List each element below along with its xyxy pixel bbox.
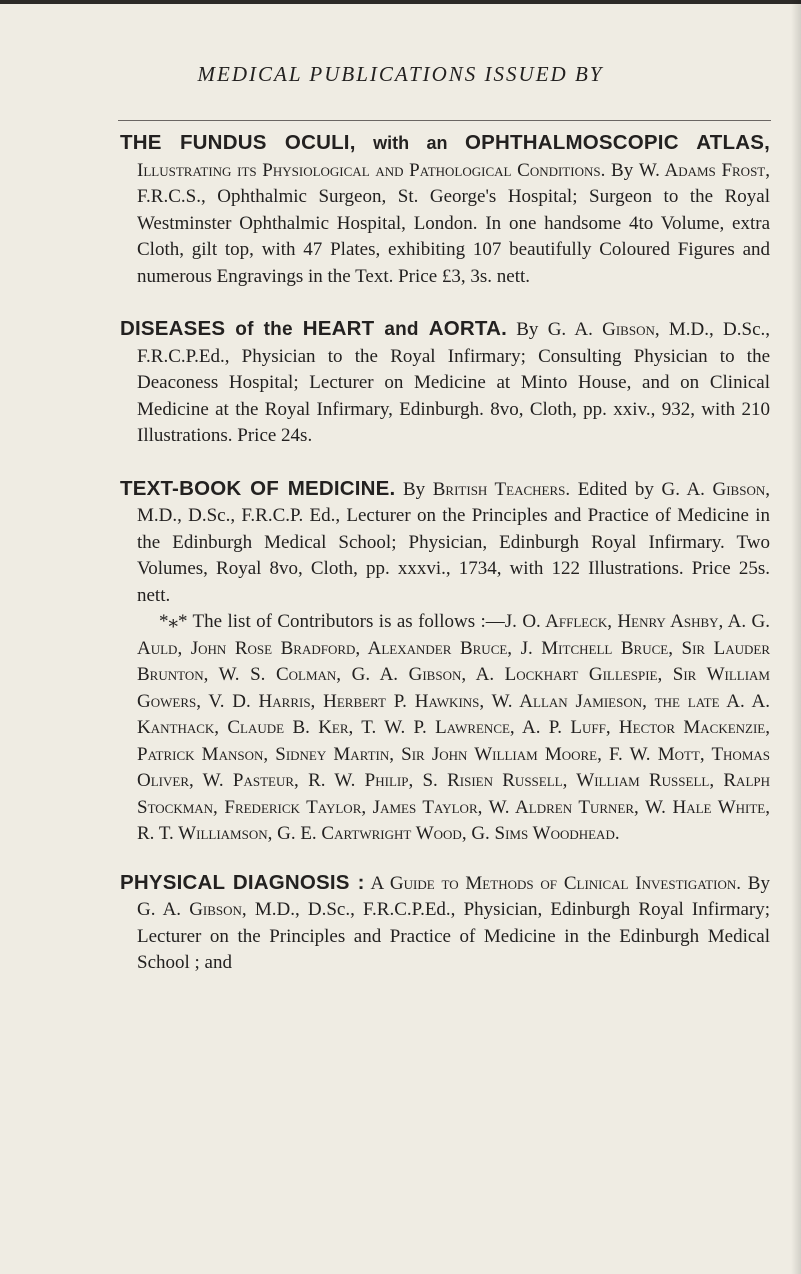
- entry-heading: DISEASES: [120, 317, 226, 340]
- entry-subtitle: A Guide to Methods of Clinical Investigation.: [364, 872, 741, 894]
- entry-heading: TEXT-BOOK OF MEDICINE.: [120, 476, 396, 500]
- entry-author: British Teachers.: [432, 478, 571, 500]
- entry-subtitle: Illustrating its Physiological and Pathological Conditions.: [137, 159, 606, 181]
- entry-editor: G. A. Gibson,: [661, 478, 770, 500]
- entry-by: By: [506, 319, 548, 340]
- entry-by: By: [740, 872, 770, 894]
- entry-body: M.D., D.Sc., F.R.C.P. Ed., Lecturer on the Principles and Practice of Medicine in the Edinburgh Medical School; Physician, Edinburgh Royal Infirmary. Two Volumes, Royal 8vo, Cloth, pp. xxxvi., 1734, with 122 Illustrations. Price 25s. nett.: [137, 505, 770, 606]
- entry-author: G. A. Gibson,: [137, 899, 247, 920]
- page-edge-shadow: [791, 0, 801, 1274]
- entry-body: M.D., D.Sc., F.R.C.P.Ed., Physician to the Royal Infirmary; Consulting Physician to the Deaconess Hospital; Lecturer on Medicine at Minto House, and on Clinical Medicine at the Royal Infirmary, Edinburgh. 8vo, Cloth, pp. xxiv., 932, with 210 Illustrations. Price 24s.: [137, 319, 771, 446]
- entry-author: G. A. Gibson,: [547, 319, 660, 340]
- entry-heading: HEART: [302, 317, 375, 340]
- entry-body: F.R.C.S., Ophthalmic Surgeon, St. George's Hospital; Surgeon to the Royal Westminster Ophthalmic Hospital, London. In one handsome 4to Volume, extra Cloth, gilt top, with 47 Plates, exhibiting 107 beautifully Coloured Figures and numerous Engravings in the Text. Price £3, 3s. nett.: [137, 186, 770, 287]
- entry-heading-connector: with an: [355, 133, 465, 153]
- entry-body: M.D., D.Sc., F.R.C.P.Ed., Physician, Edinburgh Royal Infirmary; Lecturer on the Principles and Practice of Medicine in the Edinburgh Medical School ; and: [137, 899, 771, 973]
- entry-heading: OPHTHALMOSCOPIC ATLAS,: [465, 131, 770, 154]
- entry-author: W. Adams Frost,: [638, 159, 770, 181]
- contributors-names: J. O. Affleck, Henry Ashby, A. G. Auld, John Rose Bradford, Alexander Bruce, J. Mitchell Bruce, Sir Lauder Brunton, W. S. Colman, G. A. Gibson, A. Lockhart Gillespie, Sir William Gowers, V. D. Harris, Herbert P. Hawkins, W. Allan Jamieson, the late A. A. Kanthack, Claude B. Ker, T. W. P. Lawrence, A. P. Luff, Hector Mackenzie, Patrick Manson, Sidney Martin, Sir John William Moore, F. W. Mott, Thomas Oliver, W. Pasteur, R. W. Philip, S. Risien Russell, William Russell, Ralph Stockman, Frederick Taylor, James Taylor, W. Aldren Turner, W. Hale White, R. T. Williamson, G. E. Cartwright Wood, G. Sims Woodhead.: [137, 611, 770, 844]
- entry-heading-connector: of the: [225, 319, 303, 340]
- entry-heading: AORTA.: [428, 317, 507, 340]
- top-border: [0, 0, 801, 4]
- entry-heading: PHYSICAL DIAGNOSIS :: [120, 870, 365, 894]
- running-head: MEDICAL PUBLICATIONS ISSUED BY: [197, 62, 604, 86]
- entry-by: By: [395, 478, 433, 500]
- contributors-intro: The list of Contributors is as follows :—: [187, 611, 505, 632]
- entry-fundus-oculi: [120, 130, 770, 290]
- entry-heart-aorta: [120, 316, 770, 450]
- entry-by: By: [605, 159, 639, 181]
- contributors-list: [120, 609, 770, 848]
- entry-text-book-medicine: [120, 476, 770, 610]
- header-rule: [118, 120, 771, 121]
- entry-heading-connector: and: [374, 319, 429, 340]
- entry-body: Edited by: [570, 478, 662, 500]
- entry-physical-diagnosis: [120, 870, 770, 977]
- asterism: *⁎*: [159, 611, 188, 632]
- entry-heading: THE FUNDUS OCULI,: [120, 131, 356, 154]
- publication-list: [120, 130, 770, 977]
